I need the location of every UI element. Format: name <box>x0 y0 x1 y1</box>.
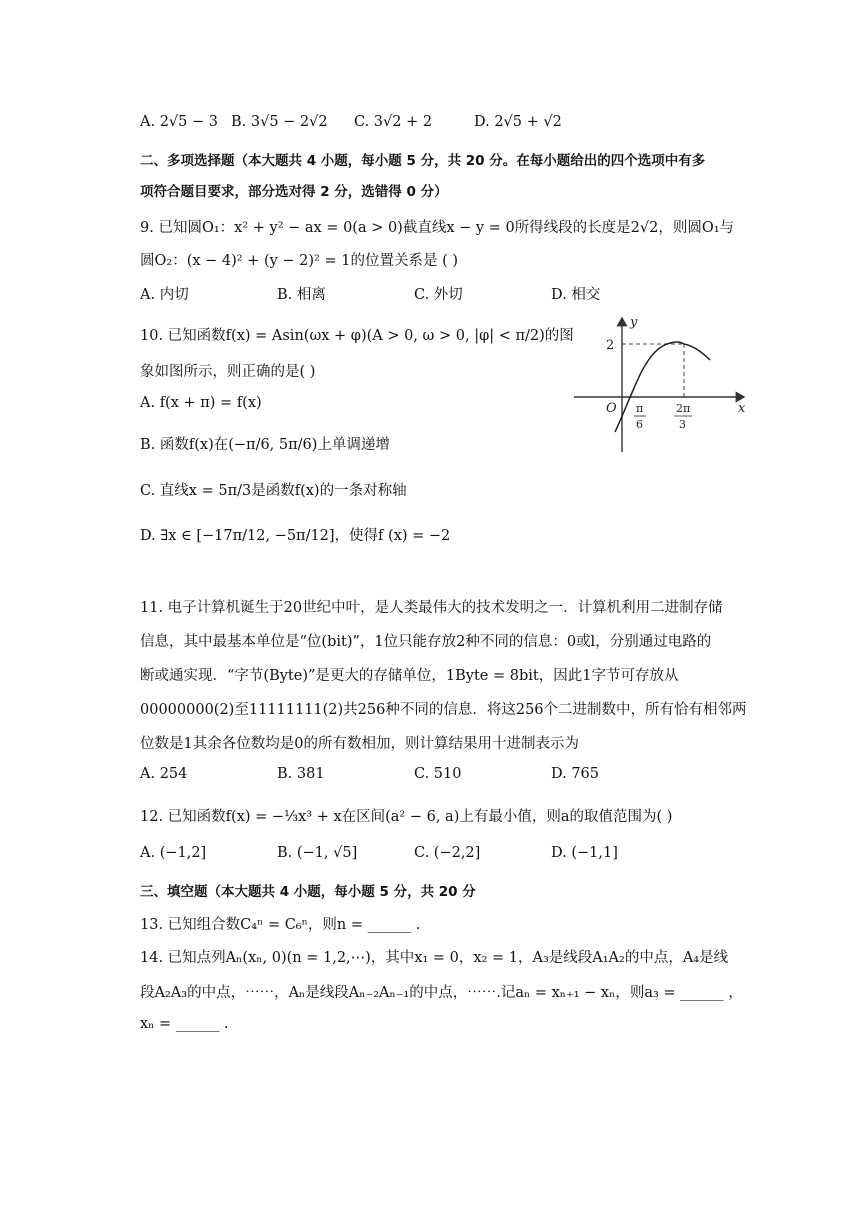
q12-option-c: C. (−2,2] <box>414 845 481 861</box>
graph-tick1-numerator: π <box>636 402 644 415</box>
q12-option-d: D. (−1,1] <box>551 845 618 861</box>
section2-heading-line2: 项符合题目要求，部分选对得 2 分，选错得 0 分） <box>140 184 448 200</box>
q10-option-c: C. 直线x = 5π/3是函数f(x)的一条对称轴 <box>140 483 407 499</box>
prev-option-c: C. 3√2 + 2 <box>354 114 433 130</box>
graph-origin-label: O <box>606 401 617 416</box>
q9-option-c: C. 外切 <box>414 287 463 303</box>
q13-stem-line1: 13. 已知组合数C₄ⁿ = C₆ⁿ，则n = ______ . <box>140 917 421 933</box>
prev-option-d: D. 2√5 + √2 <box>474 114 562 130</box>
q9-stem-line2: 圆O₂：(x − 4)² + (y − 2)² = 1的位置关系是 ( ) <box>140 253 459 269</box>
q12-stem-line1: 12. 已知函数f(x) = −⅓x³ + x在区间(a² − 6, a)上有最小值，则a的取值范围为( ) <box>140 809 673 825</box>
section2-heading-line1: 二、多项选择题（本大题共 4 小题，每小题 5 分，共 20 分。在每小题给出的四个选项中有多 <box>140 153 706 169</box>
q14-stem-line2: 段A₂A₃的中点，⋯⋯，Aₙ是线段Aₙ₋₂Aₙ₋₁的中点，⋯⋯.记aₙ = xₙ₊₁ − xₙ，则a₃ = ______ ， <box>140 985 743 1001</box>
graph-x-label: x <box>738 401 746 416</box>
graph-sine-curve <box>615 342 710 432</box>
q11-stem-line3: 断或通实现．“字节(Byte)”是更大的存储单位，1Byte = 8bit，因此1字节可存放从 <box>140 668 679 684</box>
q10-option-a: A. f(x + π) = f(x) <box>140 395 262 411</box>
q12-option-a: A. (−1,2] <box>140 845 207 861</box>
q14-stem-line3: xₙ = ______ . <box>140 1016 229 1032</box>
q9-option-a: A. 内切 <box>140 287 189 303</box>
section3-heading: 三、填空题（本大题共 4 小题，每小题 5 分，共 20 分 <box>140 884 476 900</box>
q9-option-b: B. 相离 <box>277 287 326 303</box>
q9-option-d: D. 相交 <box>551 287 601 303</box>
q10-stem-line2: 象如图所示，则正确的是( ) <box>140 364 316 380</box>
q14-stem-line1: 14. 已知点列Aₙ(xₙ, 0)(n = 1,2,⋯)，其中x₁ = 0，x₂ = 1，A₃是线段A₁A₂的中点，A₄是线 <box>140 950 729 966</box>
q10-option-b: B. 函数f(x)在(−π/6, 5π/6)上单调递增 <box>140 437 390 453</box>
q11-stem-line4: 00000000(2)至11111111(2)共256种不同的信息．将这256个二进制数中，所有恰有相邻两 <box>140 702 747 718</box>
q11-option-a: A. 254 <box>140 766 188 782</box>
graph-tick1-denominator: 6 <box>636 418 643 431</box>
graph-y-label: y <box>630 315 638 330</box>
q10-stem-line1: 10. 已知函数f(x) = Asin(ωx + φ)(A > 0, ω > 0, |φ| < π/2)的图 <box>140 328 574 344</box>
graph-peak-value-label: 2 <box>606 338 615 353</box>
q11-stem-line2: 信息，其中最基本单位是“位(bit)”，1位只能存放2种不同的信息：0或l，分别通过电路的 <box>140 634 712 650</box>
q10-option-d: D. ∃x ∈ [−17π/12, −5π/12]，使得f (x) = −2 <box>140 528 451 544</box>
graph-tick2-numerator: 2π <box>676 402 691 415</box>
prev-option-b: B. 3√5 − 2√2 <box>231 114 328 130</box>
graph-tick2-denominator: 3 <box>679 418 686 431</box>
q12-option-b: B. (−1, √5] <box>277 845 358 861</box>
q10-function-graph <box>570 312 756 458</box>
q11-option-b: B. 381 <box>277 766 325 782</box>
prev-option-a: A. 2√5 − 3 <box>140 114 218 130</box>
q9-stem-line1: 9. 已知圆O₁：x² + y² − ax = 0(a > 0)截直线x − y = 0所得线段的长度是2√2，则圆O₁与 <box>140 220 735 236</box>
q11-stem-line5: 位数是1其余各位数均是0的所有数相加，则计算结果用十进制表示为 <box>140 736 579 752</box>
q11-option-c: C. 510 <box>414 766 462 782</box>
q11-option-d: D. 765 <box>551 766 600 782</box>
q11-stem-line1: 11. 电子计算机诞生于20世纪中叶，是人类最伟大的技术发明之一．计算机利用二进制存储 <box>140 600 723 616</box>
